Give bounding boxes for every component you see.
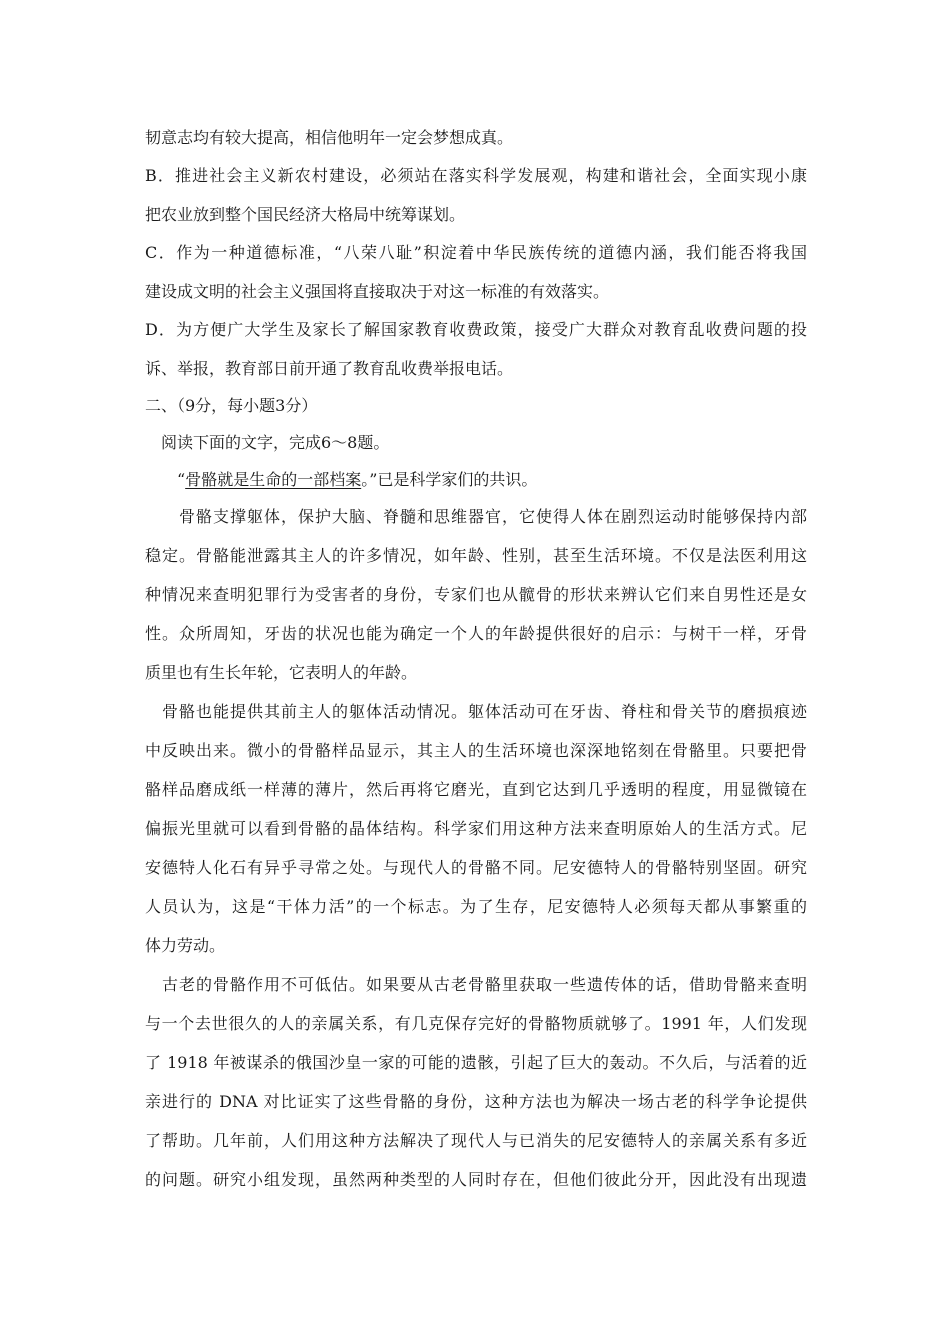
passage-line: 亲进行的 DNA 对比证实了这些骨骼的身份，这种方法也为解决一场古老的科学争论提供 (145, 1092, 807, 1111)
section-heading: 二、（9分，每小题3分） (145, 396, 318, 415)
passage-line: 安德特人化石有异乎寻常之处。与现代人的骨骼不同。尼安德特人的骨骼特别坚固。研究 (145, 858, 807, 877)
passage-line: 人员认为，这是“干体力活”的一个标志。为了生存，尼安德特人必须每天都从事繁重的 (145, 897, 807, 916)
underlined-sentence: 骨骼就是生命的一部档案 (185, 470, 362, 489)
passage-line: 体力劳动。 (145, 936, 226, 955)
quote-rest: 。”已是科学家们的共识。 (361, 470, 538, 489)
option-b-line: B．推进社会主义新农村建设，必须站在落实科学发展观，构建和谐社会，全面实现小康 (145, 166, 807, 185)
passage-line: 与一个去世很久的人的亲属关系，有几克保存完好的骨骼物质就够了。1991 年，人们发现 (145, 1014, 807, 1033)
option-d-line: D．为方便广大学生及家长了解国家教育收费政策，接受广大群众对教育乱收费问题的投 (145, 320, 807, 339)
text-line: 韧意志均有较大提高，相信他明年一定会梦想成真。 (145, 128, 514, 147)
passage-line: 骨骼支撑躯体，保护大脑、脊髓和思维器官，它使得人体在剧烈运动时能够保持内部 (145, 507, 807, 526)
text-line: 把农业放到整个国民经济大格局中统筹谋划。 (145, 205, 466, 224)
reading-instruction: 阅读下面的文字，完成6～8题。 (145, 433, 390, 452)
passage-line: 了帮助。几年前，人们用这种方法解决了现代人与已消失的尼安德特人的亲属关系有多近 (145, 1131, 807, 1150)
passage-line: 了 1918 年被谋杀的俄国沙皇一家的可能的遗骸，引起了巨大的轰动。不久后，与活着的近 (145, 1053, 807, 1072)
passage-line: 古老的骨骼作用不可低估。如果要从古老骨骼里获取一些遗传体的话，借助骨骼来查明 (145, 975, 807, 994)
passage-line: 中反映出来。微小的骨骼样品显示，其主人的生活环境也深深地铭刻在骨骼里。只要把骨 (145, 741, 807, 760)
passage-title (145, 470, 807, 490)
text-line: 诉、举报，教育部日前开通了教育乱收费举报电话。 (145, 359, 514, 378)
passage-line: 稳定。骨骼能泄露其主人的许多情况，如年龄、性别，甚至生活环境。不仅是法医利用这 (145, 546, 807, 565)
text-line: 建设成文明的社会主义强国将直接取决于对这一标准的有效落实。 (145, 282, 610, 301)
passage-line: 的问题。研究小组发现，虽然两种类型的人同时存在，但他们彼此分开，因此没有出现遗 (145, 1170, 807, 1189)
passage-line: 骼样品磨成纸一样薄的薄片，然后再将它磨光，直到它达到几乎透明的程度，用显微镜在 (145, 780, 807, 799)
quote-open: “ (145, 470, 186, 489)
passage-line: 质里也有生长年轮，它表明人的年龄。 (145, 663, 418, 682)
option-c-line: C．作为一种道德标准，“八荣八耻”积淀着中华民族传统的道德内涵，我们能否将我国 (145, 243, 807, 262)
passage-line: 骨骼也能提供其前主人的躯体活动情况。躯体活动可在牙齿、脊柱和骨关节的磨损痕迹 (145, 702, 807, 721)
passage-line: 偏振光里就可以看到骨骼的晶体结构。科学家们用这种方法来查明原始人的生活方式。尼 (145, 819, 807, 838)
passage-line: 性。众所周知，牙齿的状况也能为确定一个人的年龄提供很好的启示：与树干一样，牙骨 (145, 624, 807, 643)
passage-line: 种情况来查明犯罪行为受害者的身份，专家们也从髋骨的形状来辨认它们来自男性还是女 (145, 585, 807, 604)
